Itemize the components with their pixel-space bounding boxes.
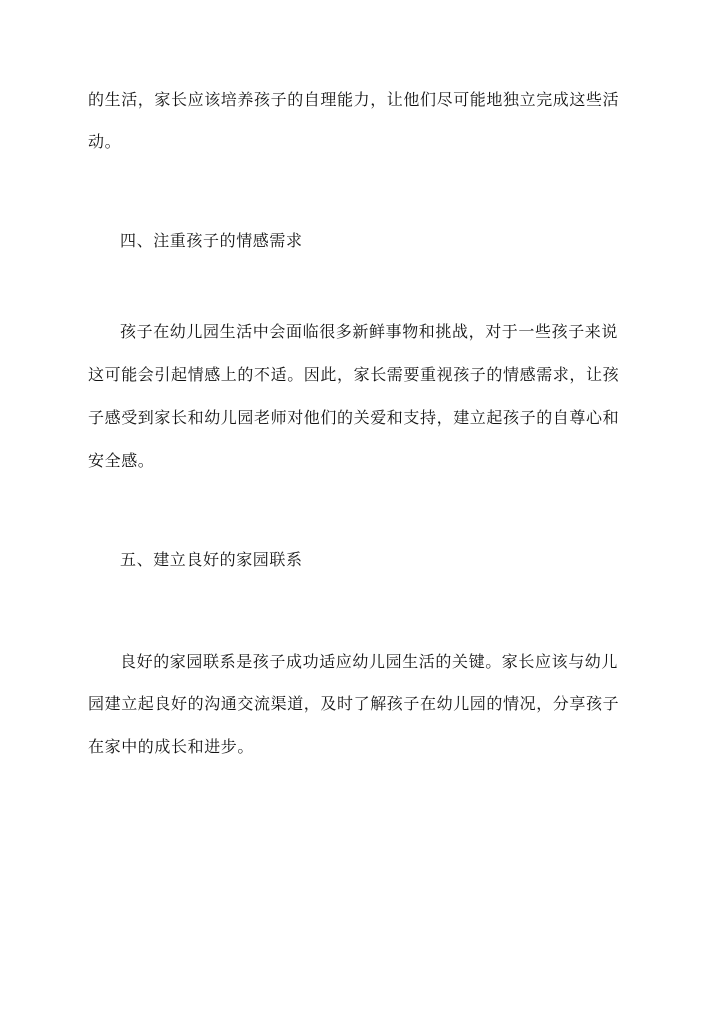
paragraph-line: 动。 bbox=[88, 132, 122, 151]
section-heading-4: 四、注重孩子的情感需求 bbox=[120, 231, 303, 250]
paragraph-line: 这可能会引起情感上的不适。因此，家长需要重视孩子的情感需求，让孩 bbox=[88, 365, 620, 384]
paragraph-line: 孩子在幼儿园生活中会面临很多新鲜事物和挑战，对于一些孩子来说 bbox=[120, 322, 619, 341]
paragraph-line: 安全感。 bbox=[88, 451, 155, 470]
paragraph-line: 园建立起良好的沟通交流渠道，及时了解孩子在幼儿园的情况，分享孩子 bbox=[88, 694, 620, 713]
paragraph-line: 良好的家园联系是孩子成功适应幼儿园生活的关键。家长应该与幼儿 bbox=[120, 652, 619, 671]
paragraph-line: 在家中的成长和进步。 bbox=[88, 737, 255, 756]
paragraph-line: 子感受到家长和幼儿园老师对他们的关爱和支持，建立起孩子的自尊心和 bbox=[88, 408, 620, 427]
paragraph-line: 的生活，家长应该培养孩子的自理能力，让他们尽可能地独立完成这些活 bbox=[88, 90, 620, 109]
section-heading-5: 五、建立良好的家园联系 bbox=[120, 550, 303, 569]
